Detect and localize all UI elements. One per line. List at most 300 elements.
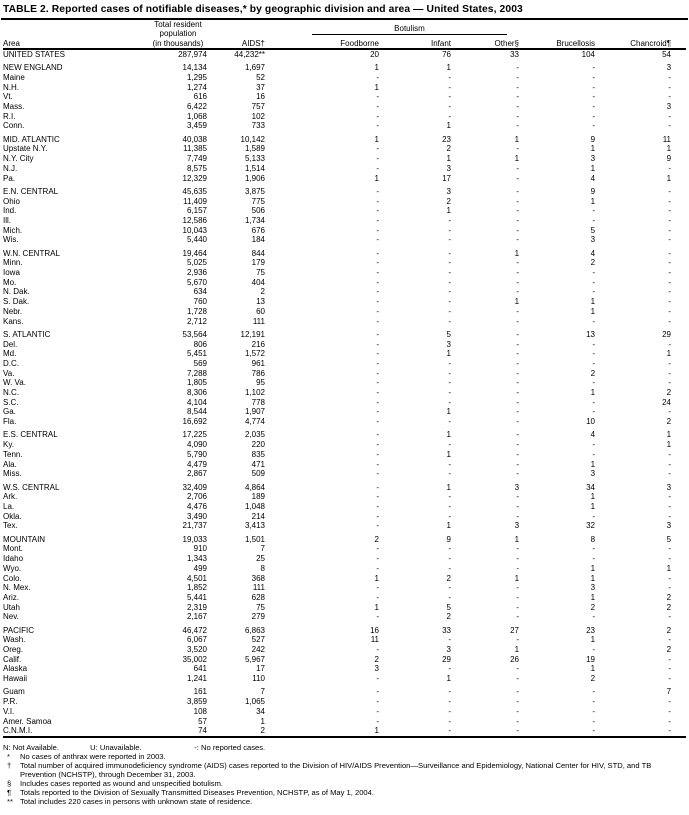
column-header-area: [3, 20, 149, 49]
cell-population: 16,692: [182, 417, 207, 427]
table-row: [3, 554, 686, 564]
cell-aids: 527: [251, 635, 265, 645]
cell-brucellosis: -: [592, 92, 596, 102]
cell-brucellosis: -: [592, 72, 596, 82]
table-row: [3, 49, 686, 60]
cell-population: 45,635: [182, 186, 207, 196]
cell-other: -: [516, 706, 520, 716]
cell-brucellosis: 9: [590, 186, 596, 196]
cell-infant: 5: [446, 329, 451, 339]
table-row: [3, 645, 686, 655]
cell-chancroid: -: [668, 697, 672, 707]
table-row: [3, 674, 686, 684]
cell-filler: [671, 63, 686, 73]
cell-area: Alaska: [3, 664, 28, 674]
cell-chancroid: -: [595, 726, 671, 737]
cell-population: 2,936: [186, 268, 207, 278]
table-row: [3, 307, 686, 317]
table-row: [3, 612, 686, 622]
cell-foodborne: -: [376, 482, 379, 492]
cell-population: 2,706: [186, 492, 207, 502]
cell-area: UNITED STATES: [3, 49, 65, 59]
cell-infant: -: [448, 378, 451, 388]
cell-filler: [671, 554, 686, 564]
cell-chancroid: -: [668, 635, 672, 645]
cell-foodborne: -: [376, 92, 379, 102]
cell-filler: [671, 378, 686, 388]
cell-filler: [671, 388, 686, 398]
cell-area: Utah: [3, 602, 20, 612]
footnote: [3, 761, 683, 779]
cell-aids: 7: [260, 687, 265, 697]
cell-brucellosis: 1: [590, 297, 596, 307]
cell-chancroid: 54: [662, 49, 672, 59]
cell-other: 3: [514, 482, 520, 492]
table-row: [3, 197, 686, 207]
cell-foodborne: -: [376, 358, 379, 368]
cell-area: Mich.: [3, 225, 23, 235]
cell-infant: -: [448, 215, 451, 225]
cell-infant: 1: [446, 206, 451, 216]
cell-other: -: [516, 358, 520, 368]
cell-filler: [671, 664, 686, 674]
cell-chancroid: 1: [666, 563, 672, 573]
cell-filler: [671, 174, 686, 184]
cell-other: 3: [514, 521, 520, 531]
cell-chancroid: -: [668, 111, 672, 121]
cell-brucellosis: 4: [590, 248, 596, 258]
column-header-foodborne: Foodborne: [265, 35, 379, 49]
cell-filler: [671, 307, 686, 317]
cell-brucellosis: 1: [590, 388, 596, 398]
cell-population: 21,737: [182, 521, 207, 531]
cell-other: -: [516, 225, 520, 235]
cell-foodborne: -: [376, 674, 379, 684]
footnotes: [3, 743, 683, 806]
table-row: [3, 135, 686, 145]
cell-area: Mont.: [3, 544, 24, 554]
cell-aids: 509: [251, 469, 265, 479]
cell-filler: [671, 492, 686, 502]
table-row: [3, 73, 686, 83]
cell-filler: [671, 440, 686, 450]
cell-chancroid: 1: [666, 440, 672, 450]
cell-infant: -: [448, 563, 451, 573]
table-row: [3, 440, 686, 450]
cell-area: Ky.: [3, 440, 14, 450]
cell-foodborne: -: [376, 368, 379, 378]
table-row: [3, 164, 686, 174]
cell-foodborne: -: [376, 206, 379, 216]
cell-infant: -: [448, 235, 451, 245]
cell-other: -: [516, 63, 520, 73]
cell-chancroid: 2: [666, 645, 672, 655]
cell-infant: 9: [446, 534, 451, 544]
cell-chancroid: -: [668, 573, 672, 583]
cell-foodborne: -: [376, 306, 379, 316]
cell-population: 499: [193, 563, 207, 573]
table-row: [3, 144, 686, 154]
cell-aids: 13: [256, 297, 265, 307]
cell-area: Kans.: [3, 316, 24, 326]
cell-infant: 29: [442, 654, 451, 664]
cell-population: 2,867: [186, 469, 207, 479]
cell-filler: [671, 583, 686, 593]
cell-other: -: [516, 554, 520, 564]
cell-chancroid: -: [668, 306, 672, 316]
cell-infant: 1: [446, 63, 451, 73]
cell-foodborne: -: [376, 645, 379, 655]
cell-infant: -: [448, 501, 451, 511]
cell-chancroid: 3: [666, 102, 672, 111]
cell-population: 4,090: [186, 440, 207, 450]
cell-other: -: [451, 726, 519, 737]
cell-filler: [671, 460, 686, 470]
cell-foodborne: -: [376, 449, 379, 459]
cell-area: Idaho: [3, 554, 24, 564]
footnote-marker: ¶: [7, 787, 12, 797]
cell-area: MOUNTAIN: [3, 534, 46, 544]
cell-brucellosis: 1: [590, 664, 596, 674]
cell-chancroid: -: [668, 492, 672, 502]
cell-other: -: [516, 544, 520, 554]
cell-chancroid: -: [668, 554, 672, 564]
table-row: [3, 174, 686, 184]
cell-filler: [671, 102, 686, 112]
cell-aids: 95: [256, 378, 265, 388]
cell-area: Tenn.: [3, 449, 23, 459]
cell-other: -: [516, 664, 520, 674]
legend-no-reported-cases: -: No reported cases.: [194, 742, 266, 752]
cell-foodborne: -: [376, 72, 379, 82]
cell-infant: 1: [446, 349, 451, 359]
cell-foodborne: -: [376, 339, 379, 349]
cell-brucellosis: -: [592, 449, 596, 459]
notifiable-diseases-table: [3, 20, 686, 738]
cell-foodborne: -: [376, 440, 379, 450]
cell-aids: 44,232**: [234, 49, 265, 59]
cell-infant: 1: [446, 449, 451, 459]
table-header: [3, 20, 686, 49]
cell-filler: [671, 564, 686, 574]
cell-chancroid: 1: [666, 349, 672, 359]
cell-aids: 279: [251, 612, 265, 622]
table-row: [3, 102, 686, 112]
cell-aids: 10,142: [240, 134, 265, 144]
cell-aids: 242: [251, 645, 265, 655]
cell-aids: 25: [256, 554, 265, 564]
footnote-text: No cases of anthrax were reported in 2003.: [20, 751, 166, 761]
cell-population: 5,451: [186, 349, 207, 359]
cell-filler: [671, 635, 686, 645]
cell-other: -: [516, 144, 520, 154]
cell-aids: 52: [256, 72, 265, 82]
cell-chancroid: -: [668, 248, 672, 258]
cell-infant: -: [448, 102, 451, 111]
cell-brucellosis: 1: [590, 492, 596, 502]
cell-other: -: [516, 92, 520, 102]
table-row: [3, 512, 686, 522]
table-row: [3, 340, 686, 350]
cell-aids: 757: [251, 102, 265, 111]
cell-filler: [671, 369, 686, 379]
table-row: [3, 535, 686, 545]
cell-chancroid: 29: [662, 329, 672, 339]
cell-area: S. ATLANTIC: [3, 329, 51, 339]
cell-population: 2,319: [186, 602, 207, 612]
cell-filler: [671, 112, 686, 122]
cell-chancroid: 3: [666, 521, 672, 531]
cell-chancroid: 1: [666, 430, 672, 440]
cell-brucellosis: 5: [590, 225, 596, 235]
cell-filler: [671, 206, 686, 216]
cell-foodborne: 2: [374, 654, 379, 664]
cell-foodborne: -: [376, 583, 379, 593]
cell-population: 11,409: [183, 196, 207, 206]
footnote: [3, 779, 683, 788]
cell-aids: 471: [251, 459, 265, 469]
cell-filler: [671, 92, 686, 102]
cell-infant: 1: [446, 407, 451, 417]
table-row: [3, 635, 686, 645]
cell-population: 1,805: [186, 378, 207, 388]
cell-area: N.H.: [3, 82, 19, 92]
cell-filler: [671, 287, 686, 297]
cell-population: 40,038: [182, 134, 207, 144]
cell-population: 5,440: [186, 235, 207, 245]
cell-brucellosis: -: [519, 726, 595, 737]
cell-brucellosis: 13: [586, 329, 596, 339]
cell-filler: [671, 417, 686, 427]
cell-aids: 4,774: [244, 417, 265, 427]
cell-chancroid: -: [668, 297, 672, 307]
cell-population: 53,564: [182, 329, 207, 339]
cell-infant: -: [448, 440, 451, 450]
cell-population: 910: [193, 544, 207, 554]
table-row: [3, 521, 686, 531]
cell-brucellosis: -: [592, 378, 596, 388]
cell-filler: [671, 83, 686, 93]
cell-chancroid: -: [668, 501, 672, 511]
cell-chancroid: -: [668, 268, 672, 278]
cell-population: 11,385: [183, 144, 207, 154]
cell-population: 6,067: [186, 635, 207, 645]
cell-infant: -: [379, 726, 451, 737]
cell-foodborne: -: [376, 544, 379, 554]
table-row: [3, 726, 686, 737]
cell-brucellosis: 8: [590, 534, 596, 544]
cell-foodborne: -: [376, 511, 379, 521]
cell-aids: 60: [256, 306, 265, 316]
cell-chancroid: 2: [666, 388, 672, 398]
cell-foodborne: -: [376, 706, 379, 716]
table-row: [3, 687, 686, 697]
cell-other: 1: [514, 534, 520, 544]
cell-other: -: [516, 329, 520, 339]
cell-foodborne: -: [376, 563, 379, 573]
footnote: [3, 797, 683, 806]
table-row: [3, 92, 686, 102]
cell-chancroid: 11: [662, 134, 672, 144]
cell-aids: 189: [251, 492, 265, 502]
cell-chancroid: -: [668, 378, 672, 388]
cell-population: 10,043: [182, 225, 207, 235]
cell-filler: [671, 317, 686, 327]
column-header-area-label: Area: [3, 38, 20, 48]
cell-chancroid: -: [668, 215, 672, 225]
cell-area: MID. ATLANTIC: [3, 134, 60, 144]
cell-foodborne: 1: [374, 173, 379, 183]
cell-brucellosis: 1: [590, 573, 596, 583]
cell-aids: 4,864: [244, 482, 265, 492]
cell-population: 5,670: [186, 277, 207, 287]
table-row: [3, 187, 686, 197]
cell-chancroid: 24: [662, 397, 672, 407]
cell-filler: [671, 674, 686, 684]
cell-chancroid: -: [668, 196, 672, 206]
cell-other: -: [516, 258, 520, 268]
cell-area: Ala.: [3, 459, 17, 469]
cell-population: 108: [193, 706, 207, 716]
cell-infant: -: [448, 511, 451, 521]
cell-infant: -: [448, 268, 451, 278]
cell-infant: 3: [446, 163, 451, 173]
cell-chancroid: -: [668, 186, 672, 196]
cell-aids: 2: [260, 287, 265, 297]
cell-foodborne: -: [376, 397, 379, 407]
table-row: [3, 216, 686, 226]
cell-foodborne: -: [376, 521, 379, 531]
cell-infant: -: [448, 469, 451, 479]
column-header-infant: Infant: [379, 35, 451, 49]
cell-population: 6,157: [186, 206, 207, 216]
cell-aids: 75: [256, 602, 265, 612]
cell-brucellosis: -: [592, 277, 596, 287]
table-row: [3, 430, 686, 440]
cell-infant: 3: [446, 186, 451, 196]
cell-foodborne: -: [376, 329, 379, 339]
cell-filler: [671, 603, 686, 613]
cell-other: -: [516, 716, 520, 726]
cell-population: 5,025: [186, 258, 207, 268]
cell-infant: 1: [446, 121, 451, 131]
table-row: [3, 398, 686, 408]
cell-other: -: [516, 316, 520, 326]
cell-brucellosis: 3: [590, 583, 596, 593]
cell-aids: 2: [207, 726, 265, 737]
cell-population: 4,479: [186, 459, 207, 469]
table-row: [3, 268, 686, 278]
cell-aids: 835: [251, 449, 265, 459]
cell-other: -: [516, 196, 520, 206]
cell-brucellosis: 1: [590, 163, 596, 173]
cell-infant: 1: [446, 521, 451, 531]
cell-other: -: [516, 102, 520, 111]
cell-other: -: [516, 306, 520, 316]
cell-area: Wis.: [3, 235, 19, 245]
cell-area: R.I.: [3, 111, 16, 121]
cell-infant: -: [448, 417, 451, 427]
cell-area: Nebr.: [3, 306, 23, 316]
cell-aids: 1,514: [244, 163, 265, 173]
cell-brucellosis: -: [592, 102, 596, 111]
cell-brucellosis: -: [592, 397, 596, 407]
table-row: [3, 544, 686, 554]
cell-other: -: [516, 674, 520, 684]
cell-aids: 184: [251, 235, 265, 245]
cell-other: -: [516, 511, 520, 521]
cell-area: Del.: [3, 339, 18, 349]
footnote-text: Includes cases reported as wound and unspecified botulism.: [20, 778, 224, 788]
cell-population: 35,002: [182, 654, 207, 664]
cell-chancroid: 2: [666, 417, 672, 427]
table-row: [3, 330, 686, 340]
cell-infant: -: [448, 92, 451, 102]
cell-chancroid: 3: [666, 482, 672, 492]
cell-area: Ohio: [3, 196, 20, 206]
cell-aids: 12,191: [240, 329, 265, 339]
cell-other: 1: [514, 645, 520, 655]
cell-area: Tex.: [3, 521, 18, 531]
cell-population: 616: [193, 92, 207, 102]
cell-chancroid: 2: [666, 602, 672, 612]
cell-other: -: [516, 235, 520, 245]
table-row: [3, 626, 686, 636]
cell-infant: -: [448, 287, 451, 297]
cell-brucellosis: -: [592, 697, 596, 707]
cell-aids: 733: [251, 121, 265, 131]
cell-brucellosis: 1: [590, 459, 596, 469]
cell-brucellosis: 4: [590, 430, 596, 440]
table-row: [3, 388, 686, 398]
cell-aids: 1: [260, 716, 265, 726]
cell-brucellosis: -: [592, 407, 596, 417]
cell-population: 6,422: [186, 102, 207, 111]
cell-aids: 786: [251, 368, 265, 378]
cell-chancroid: -: [668, 716, 672, 726]
cell-foodborne: -: [376, 349, 379, 359]
cell-chancroid: -: [668, 316, 672, 326]
cell-foodborne: -: [376, 687, 379, 697]
cell-area: N.Y. City: [3, 154, 34, 164]
table-row: [3, 593, 686, 603]
cell-other: 27: [510, 625, 520, 635]
cell-brucellosis: -: [592, 440, 596, 450]
cell-brucellosis: -: [592, 111, 596, 121]
cell-aids: 16: [256, 92, 265, 102]
cell-infant: -: [448, 72, 451, 82]
cell-aids: 3,413: [244, 521, 265, 531]
table-row: [3, 121, 686, 131]
cell-filler: [671, 512, 686, 522]
cell-aids: 6,863: [244, 625, 265, 635]
table-row: [3, 655, 686, 665]
cell-population: 5,790: [186, 449, 207, 459]
cell-population: 8,575: [186, 163, 207, 173]
cell-aids: 1,906: [244, 173, 265, 183]
cell-infant: 76: [442, 49, 451, 59]
cell-filler: [671, 340, 686, 350]
cell-chancroid: -: [668, 339, 672, 349]
cell-infant: -: [448, 697, 451, 707]
cell-population: 32,409: [182, 482, 207, 492]
cell-filler: [671, 469, 686, 479]
cell-filler: [671, 521, 686, 531]
cell-other: 26: [510, 654, 520, 664]
cell-other: -: [516, 635, 520, 645]
cell-infant: -: [448, 397, 451, 407]
cell-aids: 1,697: [244, 63, 265, 73]
